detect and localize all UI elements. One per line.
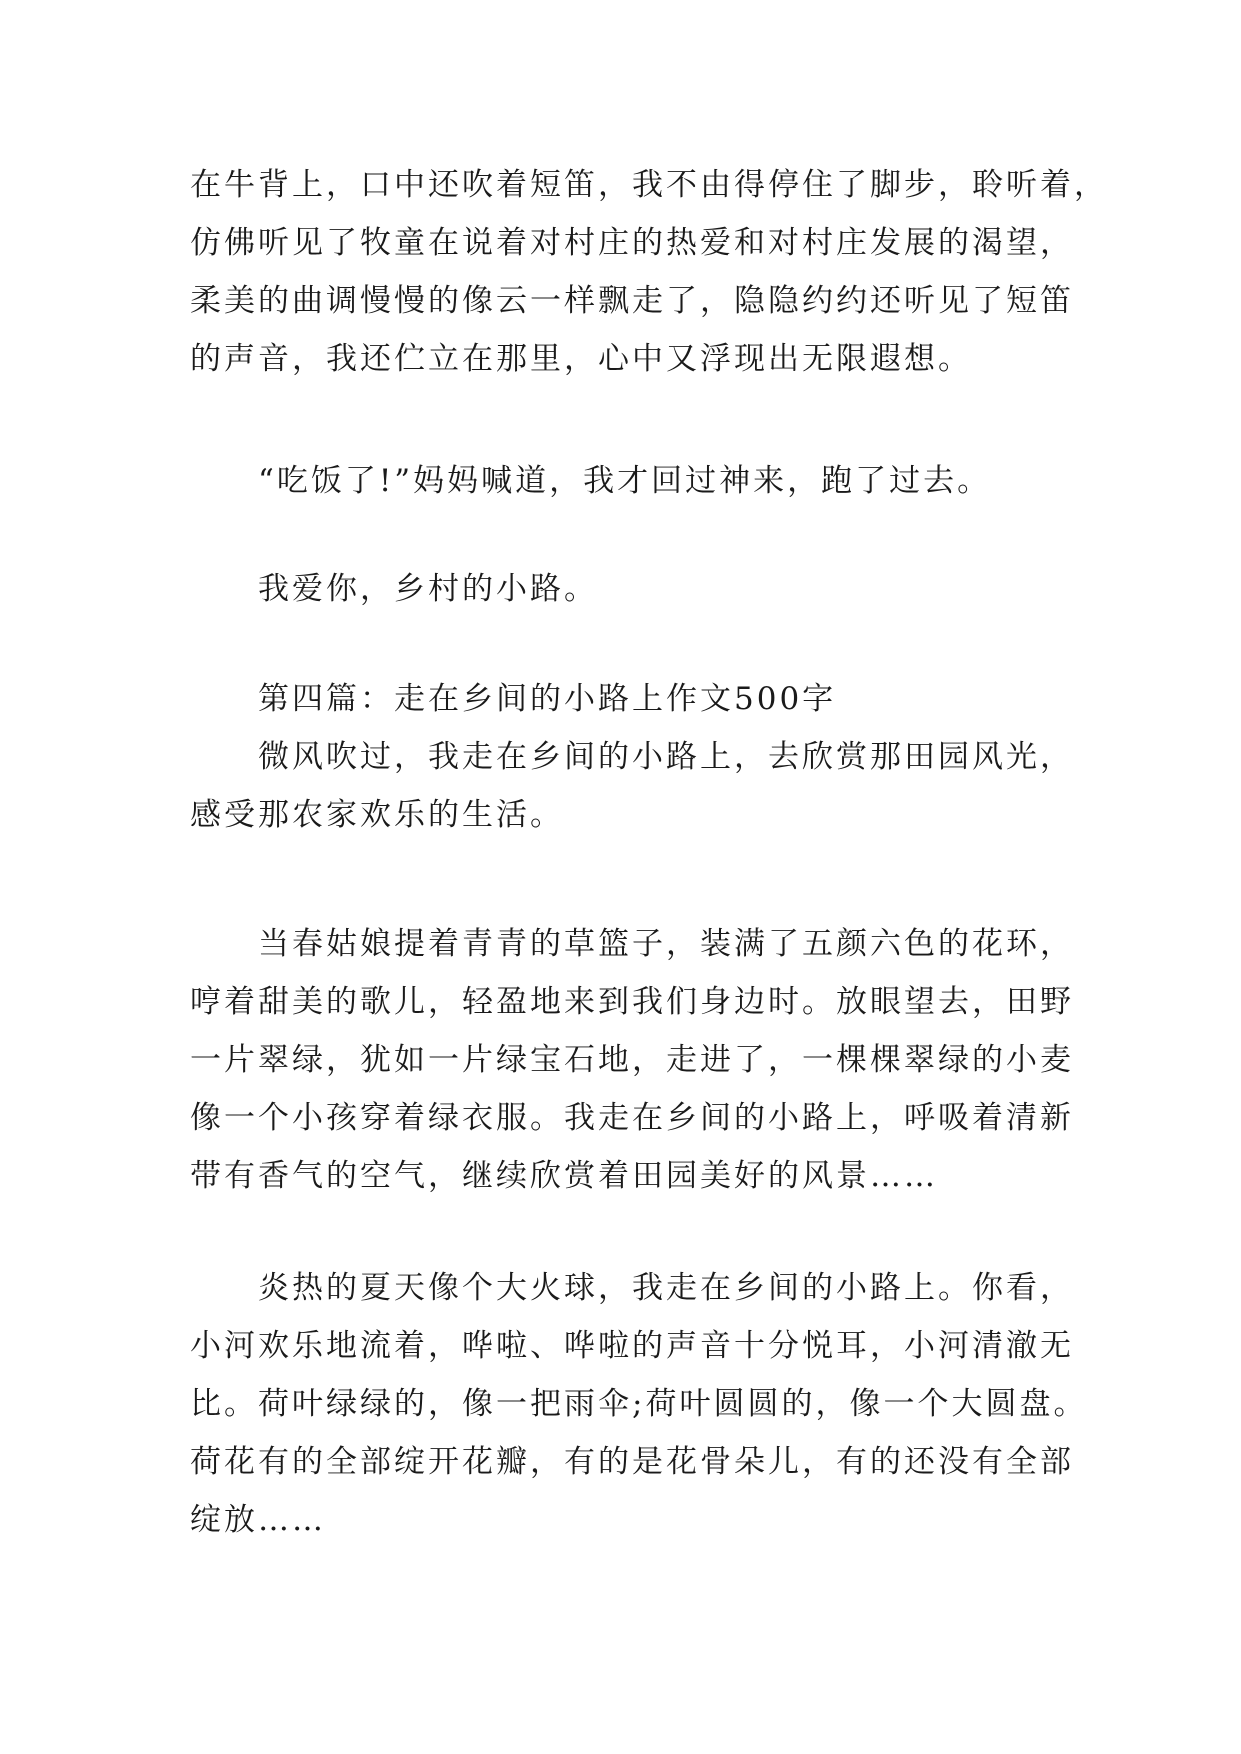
text-line: 当春姑娘提着青青的草篮子，装满了五颜六色的花环， — [258, 926, 1074, 962]
text-line: 柔美的曲调慢慢的像云一样飘走了，隐隐约约还听见了短笛 — [190, 283, 1074, 319]
text-line: 比。荷叶绿绿的，像一把雨伞;荷叶圆圆的，像一个大圆盘。 — [190, 1386, 1088, 1422]
paragraph-2 — [190, 452, 1070, 510]
text-line: 小河欢乐地流着，哗啦、哗啦的声音十分悦耳，小河清澈无 — [190, 1328, 1074, 1364]
text-line: 炎热的夏天像个大火球，我走在乡间的小路上。你看， — [258, 1270, 1074, 1306]
text-line: 荷花有的全部绽开花瓣，有的是花骨朵儿，有的还没有全部 — [190, 1444, 1074, 1480]
text-line: 的声音，我还伫立在那里，心中又浮现出无限遐想。 — [190, 341, 972, 377]
text-line: 感受那农家欢乐的生活。 — [190, 797, 564, 833]
text-line: 带有香气的空气，继续欣赏着田园美好的风景…… — [190, 1158, 938, 1194]
text-line: 微风吹过，我走在乡间的小路上，去欣赏那田园风光， — [258, 739, 1074, 775]
text-line: 仿佛听见了牧童在说着对村庄的热爱和对村庄发展的渴望， — [190, 225, 1074, 261]
text-line: 绽放…… — [190, 1502, 326, 1538]
paragraph-5 — [190, 915, 1074, 1205]
paragraph-1 — [190, 156, 1108, 388]
text-line: “吃饭了!”妈妈喊道，我才回过神来，跑了过去。 — [258, 463, 992, 499]
text-line: 在牛背上，口中还吹着短笛，我不由得停住了脚步，聆听着， — [190, 167, 1108, 203]
text-line: 像一个小孩穿着绿衣服。我走在乡间的小路上，呼吸着清新 — [190, 1100, 1074, 1136]
paragraph-4 — [190, 670, 1074, 844]
paragraph-6 — [190, 1259, 1088, 1549]
text-line: 我爱你，乡村的小路。 — [258, 571, 598, 607]
section-heading: 第四篇：走在乡间的小路上作文500字 — [258, 681, 837, 717]
text-line: 哼着甜美的歌儿，轻盈地来到我们身边时。放眼望去，田野 — [190, 984, 1074, 1020]
paragraph-3 — [190, 560, 1070, 618]
text-line: 一片翠绿，犹如一片绿宝石地，走进了，一棵棵翠绿的小麦 — [190, 1042, 1074, 1078]
